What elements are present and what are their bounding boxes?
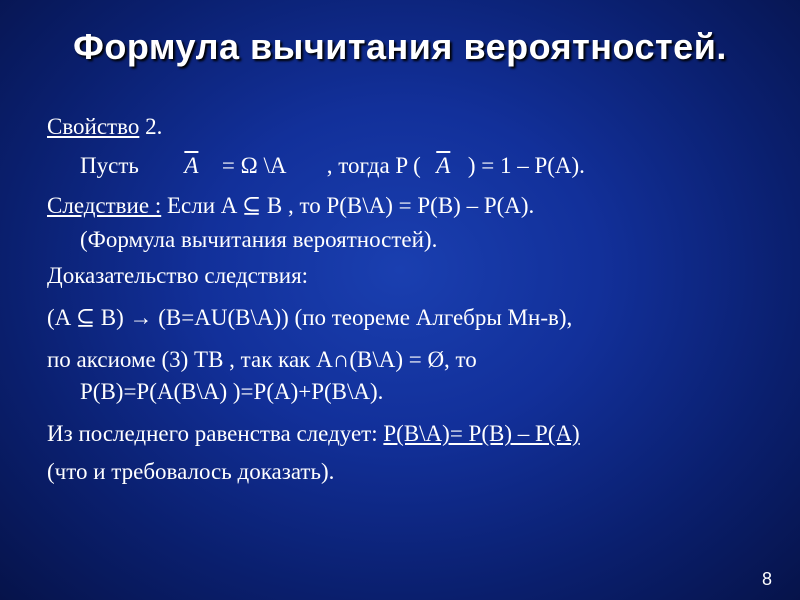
slide-title: Формула вычитания вероятностей. xyxy=(73,26,727,67)
probability-equation: ) = 1 – P(A). xyxy=(467,153,585,178)
complement-a-2: $\overline{A}$ xyxy=(436,153,451,178)
corollary-continuation: (Формула вычитания вероятностей). xyxy=(80,227,438,252)
conclusion-formula: P(B\A)= P(B) – P(A) xyxy=(383,421,580,446)
qed-line: (что и требовалось доказать). xyxy=(47,459,335,484)
proof-title: Доказательство следствия: xyxy=(47,263,309,288)
corollary-line xyxy=(47,192,534,220)
proof-line-2: по аксиоме (3) ТВ , так как A∩(B\A) = Ø, то xyxy=(47,347,477,372)
page-number: 8 xyxy=(761,569,772,589)
proof-line-3: P(B)=P(A(B\A) )=P(A)+P(B\A). xyxy=(80,379,384,404)
conclusion-line xyxy=(47,420,580,448)
complement-a: $\overline{A}$ xyxy=(184,153,199,178)
then-part: , тогда P ( xyxy=(326,153,421,178)
property-number: 2. xyxy=(139,114,163,139)
omega-equation: = Ω \A xyxy=(221,153,286,178)
let-line xyxy=(80,152,585,180)
let-word: Пусть xyxy=(80,153,139,178)
corollary-label: Следствие : xyxy=(47,193,162,218)
property-label: Свойство xyxy=(47,114,140,139)
conclusion-prefix: Из последнего равенства следует: xyxy=(47,421,384,446)
property-line xyxy=(47,113,162,141)
proof-line-1: (A ⊆ B) → (B=AU(B\A)) (по теореме Алгебры Мн-в), xyxy=(47,305,573,330)
corollary-text: Если A ⊆ B , то P(B\A) = P(B) – P(A). xyxy=(161,193,535,218)
